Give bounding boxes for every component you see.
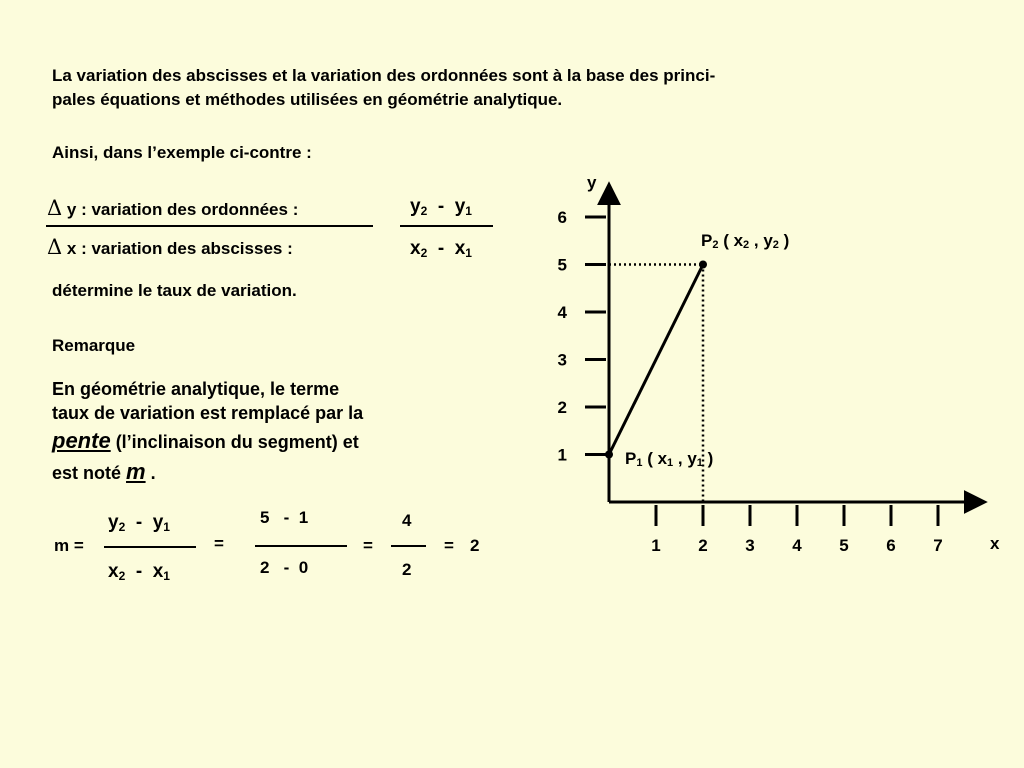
point-p2-label: P2 ( x2 , y2 ) [701,231,790,251]
formula-numeric-numerator: 5 - 1 [260,508,309,527]
point-p1 [605,451,613,459]
pente-term: pente [52,428,111,453]
y-tick-label: 3 [557,350,567,370]
delta-icon: Δ [47,235,63,259]
formula-numeric-denominator: 2 - 0 [260,558,309,577]
formula-result: 2 [470,536,480,555]
remark-line-3: pente (l’inclinaison du segment) et [52,428,359,453]
determines-text: détermine le taux de variation. [52,281,297,300]
remark-line-2: taux de variation est remplacé par la [52,403,364,423]
segment-p1-p2 [609,265,703,455]
formula-m-equals: m = [54,536,84,555]
y-axis-label: y [587,173,597,192]
formula-two-denominator: 2 [402,560,412,579]
x-tick-label: 7 [933,536,943,555]
y-tick-label: 2 [557,398,567,417]
delta-y-label: y : variation des ordonnées : [66,200,299,219]
definition-numerator: $y_2 - y_1$ [410,196,472,218]
x-axis-label: x [990,534,1000,553]
remark-line-1: En géométrie analytique, le terme [52,379,340,399]
remark-line-4: est noté m . [52,459,156,484]
formula-equals-1: = [214,534,224,553]
point-p1-label: P1 ( x1 , y1 ) [625,449,714,469]
formula-four: 4 [402,511,412,530]
y-tick-label: 1 [557,445,567,465]
x-tick-label: 6 [886,536,896,555]
example-intro: Ainsi, dans l’exemple ci-contre : [52,143,312,162]
x-tick-label: 3 [745,536,755,555]
x-tick-label: 5 [839,536,849,555]
point-p2 [699,261,707,269]
formula-equals-2: = [363,536,373,555]
y-tick-label: 5 [557,255,567,275]
delta-x-label: x : variation des abscisses : [66,239,293,258]
m-term: m [126,459,146,484]
formula-numerator: $y_2 - y_1$ [108,512,170,534]
delta-icon: Δ [47,196,63,220]
definition-denominator: $x_2 - x_1$ [410,238,472,260]
x-tick-label: 1 [651,536,661,555]
x-tick-label: 2 [698,536,708,555]
intro-line-2: pales équations et méthodes utilisées en géométrie analytique. [52,90,563,109]
formula-equals-3: = [444,536,454,555]
y-tick-label: 6 [557,208,567,227]
remark-title: Remarque [52,336,136,355]
formula-denominator: $x_2 - x_1$ [108,561,170,583]
intro-line-1: La variation des abscisses et la variation des ordonnées sont à la base des princi- [52,66,716,85]
y-tick-label: 4 [557,303,567,322]
x-tick-label: 4 [792,536,802,555]
